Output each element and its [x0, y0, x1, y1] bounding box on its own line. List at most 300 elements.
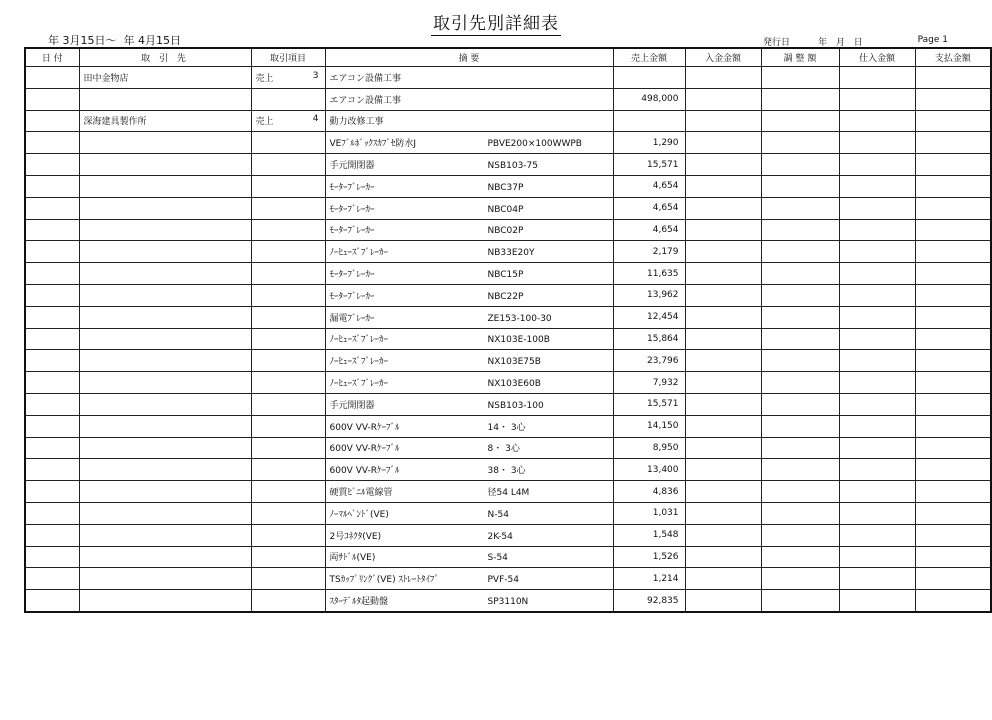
cell-purchase: [839, 372, 915, 394]
cell-adjust: [761, 546, 839, 568]
description-text: ﾉｰﾏﾙﾍﾞﾝﾄﾞ(VE): [329, 509, 389, 520]
description-text: 600V VV-Rｹｰﾌﾞﾙ: [329, 444, 400, 455]
cell-date: [25, 88, 79, 110]
cell-adjust: [761, 306, 839, 328]
cell-date: [25, 197, 79, 219]
description-text: 2号ｺﾈｸﾀ(VE): [329, 531, 382, 542]
cell-description: [325, 88, 613, 110]
cell-receipt: [685, 328, 761, 350]
partner-detail-table: [24, 47, 992, 613]
description-spec: NBC22P: [487, 291, 524, 302]
description-spec: 径54 L4M: [487, 488, 530, 499]
description-text: ﾉｰﾋｭｰｽﾞﾌﾞﾚｰｶｰ: [329, 379, 389, 390]
table-row: [25, 263, 991, 285]
cell-description: [325, 328, 613, 350]
cell-payment: [915, 350, 991, 372]
cell-date: [25, 67, 79, 89]
cell-date: [25, 502, 79, 524]
cell-purchase: [839, 524, 915, 546]
cell-receipt: [685, 502, 761, 524]
cell-receipt: [685, 481, 761, 503]
cell-adjust: [761, 459, 839, 481]
cell-adjust: [761, 241, 839, 263]
cell-adjust: [761, 88, 839, 110]
cell-receipt: [685, 175, 761, 197]
cell-receipt: [685, 306, 761, 328]
description-spec: 38・ 3心: [487, 466, 526, 477]
col-header-adjust: 調 整 額: [761, 48, 839, 67]
description-text: ﾓｰﾀｰﾌﾞﾚｰｶｰ: [329, 204, 375, 215]
description-spec: NBC15P: [487, 270, 524, 281]
description-text: VEﾌﾞﾙﾎﾞｯｸｽｶﾌﾞｾ防水J: [329, 139, 416, 150]
cell-adjust: [761, 110, 839, 132]
table-row: [25, 590, 991, 612]
report-title: 取引先別詳細表: [433, 14, 559, 34]
cell-sales: 4,654: [613, 197, 685, 219]
cell-payment: [915, 88, 991, 110]
table-row: [25, 219, 991, 241]
cell-partner: [79, 393, 251, 415]
cell-payment: [915, 306, 991, 328]
cell-description: [325, 546, 613, 568]
cell-payment: [915, 481, 991, 503]
description-spec: 14・ 3心: [487, 422, 526, 433]
cell-sales: 7,932: [613, 372, 685, 394]
cell-partner: [79, 328, 251, 350]
cell-partner: [79, 88, 251, 110]
description-text: ﾓｰﾀｰﾌﾞﾚｰｶｰ: [329, 226, 375, 237]
cell-item: [251, 132, 325, 154]
cell-description: [325, 219, 613, 241]
cell-date: [25, 524, 79, 546]
cell-payment: [915, 154, 991, 176]
cell-payment: [915, 524, 991, 546]
description-spec: NBC02P: [487, 226, 524, 237]
cell-date: [25, 306, 79, 328]
cell-adjust: [761, 175, 839, 197]
cell-partner: [79, 197, 251, 219]
cell-sales: 1,526: [613, 546, 685, 568]
cell-partner: [79, 590, 251, 612]
description-text: ﾉｰﾋｭｰｽﾞﾌﾞﾚｰｶｰ: [329, 357, 389, 368]
cell-purchase: [839, 328, 915, 350]
cell-receipt: [685, 110, 761, 132]
cell-partner: [79, 263, 251, 285]
col-header-sales: 売上金額: [613, 48, 685, 67]
cell-item: [251, 372, 325, 394]
cell-description: [325, 132, 613, 154]
description-spec: ZE153-100-30: [487, 313, 552, 324]
description-text: ﾓｰﾀｰﾌﾞﾚｰｶｰ: [329, 270, 375, 281]
cell-purchase: [839, 132, 915, 154]
description-text: 硬質ﾋﾞﾆﾙ電線管: [329, 488, 393, 499]
cell-partner: [79, 132, 251, 154]
table-row: [25, 568, 991, 590]
cell-payment: [915, 263, 991, 285]
cell-adjust: [761, 415, 839, 437]
cell-sales: 4,836: [613, 481, 685, 503]
cell-payment: [915, 67, 991, 89]
cell-partner: [79, 241, 251, 263]
table-body: [25, 67, 991, 612]
cell-description: [325, 415, 613, 437]
table-row: [25, 175, 991, 197]
cell-payment: [915, 546, 991, 568]
table-row: [25, 67, 991, 89]
description-text: ﾉｰﾋｭｰｽﾞﾌﾞﾚｰｶｰ: [329, 248, 389, 259]
cell-date: [25, 372, 79, 394]
cell-item: [251, 306, 325, 328]
cell-payment: [915, 241, 991, 263]
cell-purchase: [839, 590, 915, 612]
col-header-receipt: 入金金額: [685, 48, 761, 67]
cell-description: [325, 437, 613, 459]
item-number: 4: [312, 114, 319, 125]
col-header-item: 取引項目: [251, 48, 325, 67]
table-row: [25, 524, 991, 546]
cell-sales: 15,571: [613, 154, 685, 176]
cell-partner: [79, 154, 251, 176]
cell-payment: [915, 590, 991, 612]
description-spec: NX103E75B: [487, 357, 541, 368]
cell-sales: [613, 110, 685, 132]
cell-adjust: [761, 350, 839, 372]
cell-item: [251, 590, 325, 612]
cell-receipt: [685, 154, 761, 176]
table-row: [25, 88, 991, 110]
cell-adjust: [761, 219, 839, 241]
cell-date: [25, 437, 79, 459]
cell-date: [25, 393, 79, 415]
cell-description: [325, 110, 613, 132]
cell-date: [25, 459, 79, 481]
table-row: [25, 197, 991, 219]
cell-description: [325, 197, 613, 219]
description-text: ﾓｰﾀｰﾌﾞﾚｰｶｰ: [329, 291, 375, 302]
cell-adjust: [761, 481, 839, 503]
cell-receipt: [685, 415, 761, 437]
cell-sales: 13,400: [613, 459, 685, 481]
cell-purchase: [839, 88, 915, 110]
cell-item: [251, 219, 325, 241]
col-header-description: 摘 要: [325, 48, 613, 67]
cell-adjust: [761, 284, 839, 306]
cell-item: [251, 284, 325, 306]
cell-payment: [915, 175, 991, 197]
cell-sales: 1,548: [613, 524, 685, 546]
cell-adjust: [761, 393, 839, 415]
report-period: 年 3月15日～ 年 4月15日: [48, 34, 181, 47]
cell-adjust: [761, 437, 839, 459]
table-row: [25, 154, 991, 176]
cell-payment: [915, 197, 991, 219]
description-spec: S-54: [487, 553, 508, 564]
cell-item: [251, 524, 325, 546]
description-text: ﾉｰﾋｭｰｽﾞﾌﾞﾚｰｶｰ: [329, 335, 389, 346]
cell-sales: [613, 67, 685, 89]
cell-receipt: [685, 263, 761, 285]
cell-item: [251, 502, 325, 524]
description-spec: PVF-54: [487, 575, 519, 586]
cell-description: [325, 524, 613, 546]
cell-purchase: [839, 284, 915, 306]
cell-payment: [915, 328, 991, 350]
cell-payment: [915, 219, 991, 241]
cell-purchase: [839, 154, 915, 176]
cell-adjust: [761, 132, 839, 154]
cell-receipt: [685, 372, 761, 394]
cell-sales: 8,950: [613, 437, 685, 459]
cell-date: [25, 415, 79, 437]
description-spec: SP3110N: [487, 597, 529, 608]
description-spec: PBVE200×100WWPB: [487, 139, 582, 150]
cell-item: [251, 241, 325, 263]
cell-date: [25, 175, 79, 197]
cell-purchase: [839, 393, 915, 415]
cell-item: [251, 350, 325, 372]
cell-receipt: [685, 437, 761, 459]
description-text: 手元開閉器: [329, 400, 375, 411]
cell-receipt: [685, 67, 761, 89]
cell-receipt: [685, 568, 761, 590]
cell-description: [325, 175, 613, 197]
cell-description: [325, 590, 613, 612]
cell-purchase: [839, 546, 915, 568]
table-row: [25, 546, 991, 568]
cell-partner: [79, 415, 251, 437]
cell-partner: [79, 284, 251, 306]
cell-partner: [79, 306, 251, 328]
table-row: [25, 372, 991, 394]
cell-item: [251, 546, 325, 568]
cell-description: [325, 263, 613, 285]
description-text: 漏電ﾌﾞﾚｰｶｰ: [329, 313, 375, 324]
cell-sales: 4,654: [613, 219, 685, 241]
cell-date: [25, 546, 79, 568]
cell-purchase: [839, 219, 915, 241]
cell-description: [325, 372, 613, 394]
cell-partner: [79, 459, 251, 481]
cell-date: [25, 481, 79, 503]
cell-partner: [79, 175, 251, 197]
cell-sales: 15,571: [613, 393, 685, 415]
cell-purchase: [839, 350, 915, 372]
table-row: [25, 415, 991, 437]
description-spec: NX103E60B: [487, 379, 541, 390]
cell-date: [25, 590, 79, 612]
cell-sales: 2,179: [613, 241, 685, 263]
cell-adjust: [761, 590, 839, 612]
cell-sales: 15,864: [613, 328, 685, 350]
cell-date: [25, 110, 79, 132]
item-kind: 売上: [255, 117, 274, 128]
cell-partner: [79, 502, 251, 524]
table-row: [25, 132, 991, 154]
cell-item: [251, 481, 325, 503]
cell-description: [325, 350, 613, 372]
cell-purchase: [839, 197, 915, 219]
table-row: [25, 241, 991, 263]
cell-adjust: [761, 328, 839, 350]
description-text: ｽﾀｰﾃﾞﾙﾀ起動盤: [329, 597, 389, 608]
cell-partner: [79, 437, 251, 459]
cell-purchase: [839, 459, 915, 481]
cell-partner: 深海建具製作所: [79, 110, 251, 132]
table-row: [25, 459, 991, 481]
cell-purchase: [839, 568, 915, 590]
cell-receipt: [685, 459, 761, 481]
cell-sales: 13,962: [613, 284, 685, 306]
cell-date: [25, 263, 79, 285]
cell-adjust: [761, 524, 839, 546]
issue-date-label: 発行日: [763, 38, 791, 48]
cell-sales: 92,835: [613, 590, 685, 612]
description-text: エアコン設備工事: [329, 73, 402, 84]
cell-purchase: [839, 175, 915, 197]
cell-item: [251, 175, 325, 197]
cell-date: [25, 241, 79, 263]
cell-adjust: [761, 197, 839, 219]
cell-description: [325, 459, 613, 481]
cell-description: [325, 241, 613, 263]
page-number: Page 1: [917, 35, 948, 45]
cell-item: [251, 110, 325, 132]
col-header-date: 日 付: [25, 48, 79, 67]
description-spec: 8・ 3心: [487, 444, 520, 455]
cell-item: [251, 393, 325, 415]
cell-description: [325, 284, 613, 306]
description-spec: NBC04P: [487, 204, 524, 215]
cell-payment: [915, 502, 991, 524]
cell-receipt: [685, 393, 761, 415]
cell-item: [251, 154, 325, 176]
cell-sales: 11,635: [613, 263, 685, 285]
cell-payment: [915, 284, 991, 306]
cell-item: [251, 263, 325, 285]
cell-item: [251, 328, 325, 350]
cell-item: [251, 67, 325, 89]
item-number: 3: [312, 70, 319, 81]
cell-payment: [915, 568, 991, 590]
cell-sales: 1,031: [613, 502, 685, 524]
cell-receipt: [685, 88, 761, 110]
description-spec: NX103E-100B: [487, 335, 550, 346]
cell-adjust: [761, 263, 839, 285]
cell-date: [25, 568, 79, 590]
description-text: エアコン設備工事: [329, 95, 402, 106]
table-row: [25, 328, 991, 350]
cell-purchase: [839, 415, 915, 437]
cell-description: [325, 502, 613, 524]
table-row: [25, 350, 991, 372]
cell-purchase: [839, 481, 915, 503]
cell-receipt: [685, 132, 761, 154]
cell-sales: 1,290: [613, 132, 685, 154]
cell-purchase: [839, 306, 915, 328]
cell-adjust: [761, 372, 839, 394]
cell-date: [25, 219, 79, 241]
col-header-payment: 支払金額: [915, 48, 991, 67]
table-header-row: [25, 48, 991, 67]
cell-purchase: [839, 437, 915, 459]
description-text: 600V VV-Rｹｰﾌﾞﾙ: [329, 422, 400, 433]
table-row: [25, 306, 991, 328]
cell-item: [251, 415, 325, 437]
cell-payment: [915, 372, 991, 394]
cell-payment: [915, 415, 991, 437]
description-spec: N-54: [487, 509, 509, 520]
description-spec: NB33E20Y: [487, 248, 535, 259]
cell-date: [25, 154, 79, 176]
cell-purchase: [839, 502, 915, 524]
cell-sales: 12,454: [613, 306, 685, 328]
cell-date: [25, 328, 79, 350]
description-text: 両ｻﾄﾞﾙ(VE): [329, 553, 376, 564]
col-header-purchase: 仕入金額: [839, 48, 915, 67]
cell-item: [251, 88, 325, 110]
cell-receipt: [685, 241, 761, 263]
cell-payment: [915, 393, 991, 415]
cell-description: [325, 481, 613, 503]
description-spec: NSB103-75: [487, 161, 538, 172]
cell-partner: 田中金物店: [79, 67, 251, 89]
cell-adjust: [761, 67, 839, 89]
cell-payment: [915, 437, 991, 459]
description-text: TSｶｯﾌﾟﾘﾝｸﾞ(VE) ｽﾄﾚｰﾄﾀｲﾌﾟ: [329, 575, 439, 586]
cell-receipt: [685, 197, 761, 219]
cell-receipt: [685, 546, 761, 568]
cell-sales: 23,796: [613, 350, 685, 372]
cell-sales: 4,654: [613, 175, 685, 197]
description-text: 動力改修工事: [329, 117, 384, 128]
cell-item: [251, 568, 325, 590]
cell-description: [325, 306, 613, 328]
cell-date: [25, 350, 79, 372]
cell-sales: 1,214: [613, 568, 685, 590]
cell-item: [251, 437, 325, 459]
cell-receipt: [685, 284, 761, 306]
issue-date-value: 年 月 日: [818, 38, 863, 48]
cell-sales: 498,000: [613, 88, 685, 110]
cell-description: [325, 393, 613, 415]
cell-item: [251, 197, 325, 219]
cell-partner: [79, 481, 251, 503]
description-text: 手元開閉器: [329, 161, 375, 172]
description-text: ﾓｰﾀｰﾌﾞﾚｰｶｰ: [329, 182, 375, 193]
description-spec: 2K-54: [487, 531, 513, 542]
cell-purchase: [839, 241, 915, 263]
table-row: [25, 502, 991, 524]
cell-purchase: [839, 67, 915, 89]
description-text: 600V VV-Rｹｰﾌﾞﾙ: [329, 466, 400, 477]
cell-partner: [79, 524, 251, 546]
cell-payment: [915, 459, 991, 481]
table-row: [25, 284, 991, 306]
cell-receipt: [685, 524, 761, 546]
cell-sales: 14,150: [613, 415, 685, 437]
table-row: [25, 437, 991, 459]
cell-description: [325, 67, 613, 89]
cell-partner: [79, 372, 251, 394]
cell-payment: [915, 132, 991, 154]
cell-description: [325, 568, 613, 590]
cell-payment: [915, 110, 991, 132]
cell-partner: [79, 546, 251, 568]
cell-item: [251, 459, 325, 481]
description-spec: NBC37P: [487, 182, 524, 193]
cell-adjust: [761, 154, 839, 176]
cell-receipt: [685, 590, 761, 612]
